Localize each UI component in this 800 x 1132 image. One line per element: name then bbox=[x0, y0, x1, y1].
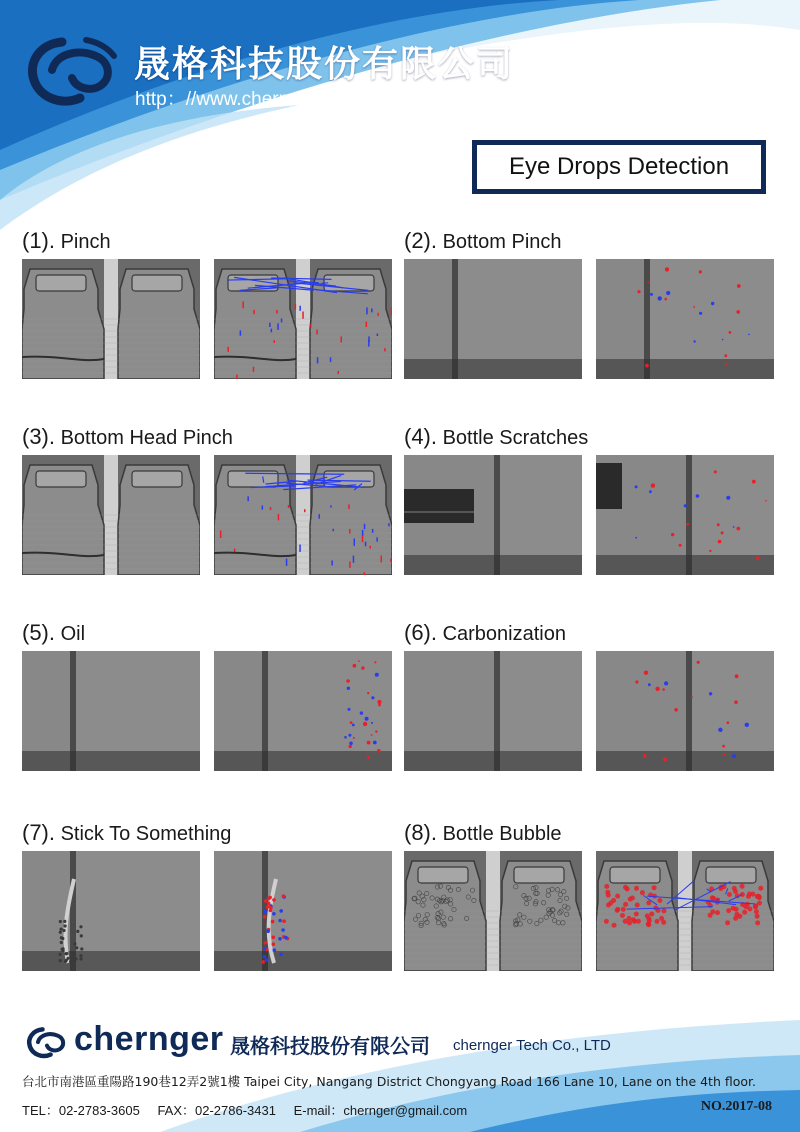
defect-panel bbox=[22, 620, 394, 646]
original-image bbox=[22, 455, 200, 575]
defect-label: Bottom Head Pinch bbox=[60, 427, 233, 449]
company-url[interactable]: http：//www.chernger.com bbox=[135, 89, 357, 110]
footer-company-cn: 晟格科技股份有限公司 bbox=[230, 1034, 430, 1058]
defect-title bbox=[22, 424, 394, 450]
detection-image bbox=[214, 259, 392, 379]
detection-image bbox=[214, 651, 392, 771]
defect-number: (8). bbox=[404, 820, 437, 845]
defect-title bbox=[404, 820, 776, 846]
detection-image bbox=[596, 851, 774, 971]
defect-title bbox=[22, 820, 394, 846]
original-image bbox=[404, 651, 582, 771]
defect-title bbox=[404, 424, 776, 450]
defect-title bbox=[404, 228, 776, 254]
defect-label: Bottle Bubble bbox=[442, 823, 562, 845]
original-image bbox=[22, 851, 200, 971]
original-image bbox=[404, 455, 582, 575]
defect-panel bbox=[22, 820, 394, 846]
detection-image bbox=[214, 455, 392, 575]
footer-company-en: chernger Tech Co., LTD bbox=[453, 1037, 611, 1054]
original-image bbox=[404, 851, 582, 971]
footer-fax: FAX：02-2786-3431 bbox=[157, 1103, 276, 1118]
chernger-swirl-logo-icon bbox=[24, 1024, 70, 1060]
defect-number: (1). bbox=[22, 228, 55, 253]
original-image bbox=[22, 259, 200, 379]
company-name-cn: 晟格科技股份有限公司 bbox=[134, 44, 515, 85]
detection-image bbox=[596, 259, 774, 379]
defect-title bbox=[22, 620, 394, 646]
document-number: NO.2017-08 bbox=[700, 1099, 772, 1114]
footer-contact bbox=[22, 1100, 481, 1119]
defect-title bbox=[22, 228, 394, 254]
defect-panel bbox=[404, 820, 776, 846]
defect-panel bbox=[22, 228, 394, 254]
chernger-swirl-logo-icon bbox=[22, 30, 122, 110]
defect-label: Bottom Pinch bbox=[442, 231, 562, 253]
original-image bbox=[404, 259, 582, 379]
defect-number: (6). bbox=[404, 620, 437, 645]
title-box bbox=[472, 140, 766, 194]
defect-number: (3). bbox=[22, 424, 55, 449]
defect-label: Oil bbox=[60, 623, 86, 645]
detection-image bbox=[596, 651, 774, 771]
defect-label: Stick To Something bbox=[60, 823, 232, 845]
original-image bbox=[22, 651, 200, 771]
defect-title bbox=[404, 620, 776, 646]
footer-tel: TEL：02-2783-3605 bbox=[22, 1103, 140, 1118]
footer-email[interactable]: E-mail：chernger@gmail.com bbox=[293, 1103, 468, 1118]
footer-brand: chernger bbox=[74, 1020, 224, 1058]
page-header bbox=[0, 0, 800, 130]
footer-address: 台北市南港區重陽路190巷12弄2號1樓 Taipei City, Nangang District Chongyang Road 166 Lane 10, Lane on the 4th floor. bbox=[22, 1074, 756, 1089]
detection-image bbox=[214, 851, 392, 971]
defect-number: (5). bbox=[22, 620, 55, 645]
defect-label: Pinch bbox=[60, 231, 111, 253]
defect-panel bbox=[404, 424, 776, 450]
defect-label: Carbonization bbox=[442, 623, 566, 645]
defect-label: Bottle Scratches bbox=[442, 427, 589, 449]
defect-number: (4). bbox=[404, 424, 437, 449]
page-footer bbox=[0, 1010, 800, 1132]
page-title: Eye Drops Detection bbox=[477, 145, 761, 189]
defect-panel bbox=[22, 424, 394, 450]
defect-panel bbox=[404, 620, 776, 646]
detection-image bbox=[596, 455, 774, 575]
defect-number: (7). bbox=[22, 820, 55, 845]
defect-panel bbox=[404, 228, 776, 254]
defect-number: (2). bbox=[404, 228, 437, 253]
